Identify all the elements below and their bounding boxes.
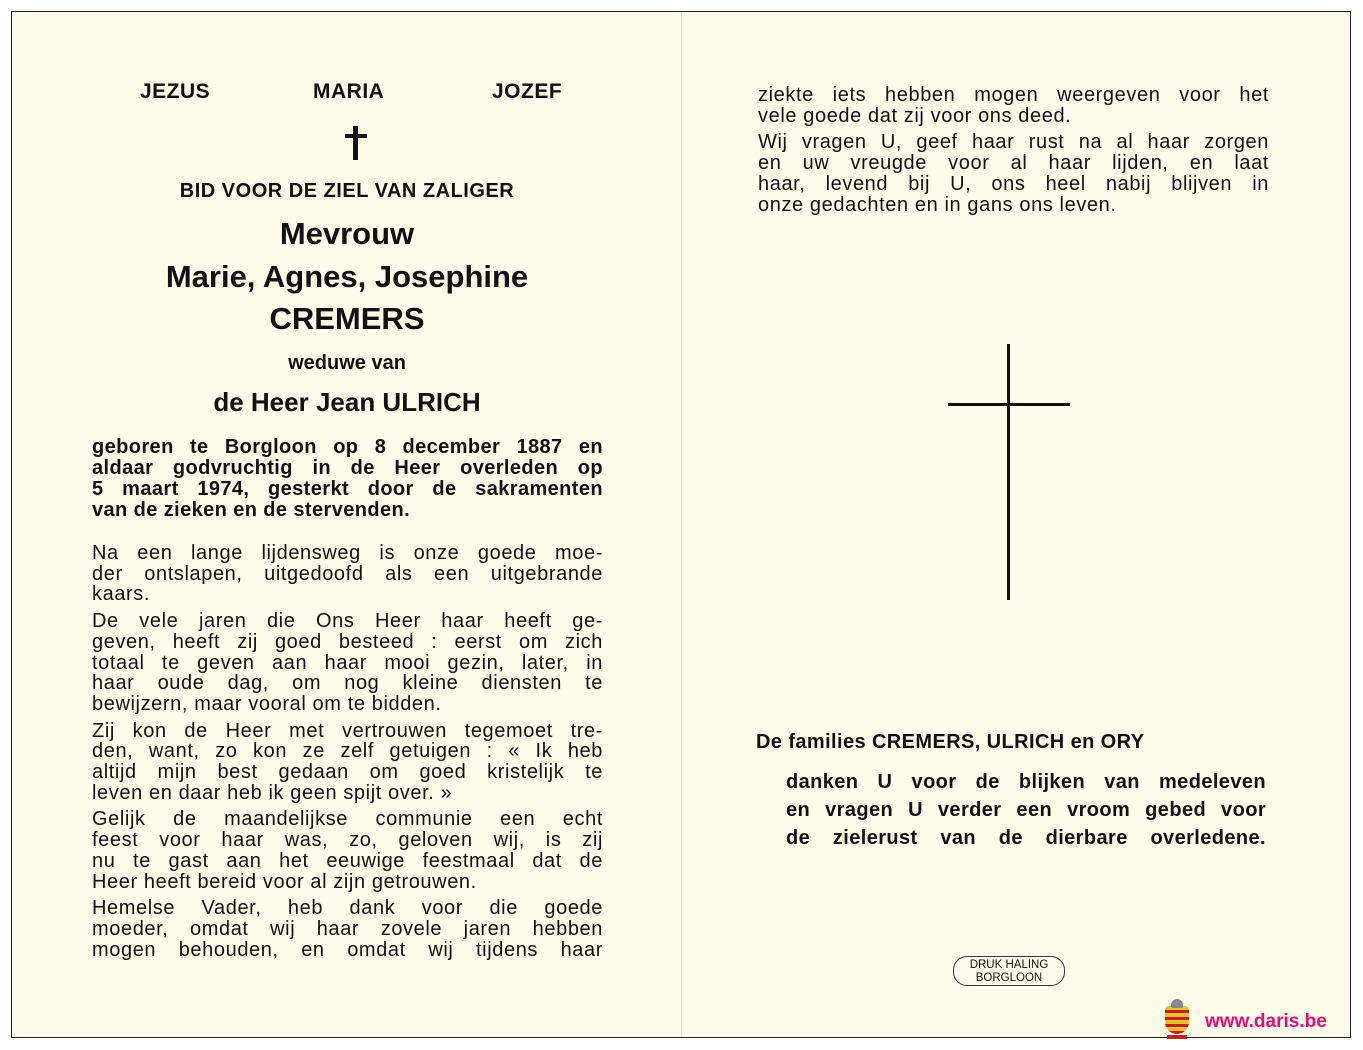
text-line: nu te gast aan het eeuwige feestmaal dat de — [92, 849, 603, 872]
surname: CREMERS — [269, 301, 425, 336]
invocation-jozef: JOZEF — [492, 80, 563, 103]
thanks-line: danken U voor de blijken van medeleven — [786, 771, 1266, 793]
text-line: Wij vragen U, geef haar rust na al haar zorgen — [758, 131, 1269, 154]
text-line: leven en daar heb ik geen spijt over. » — [92, 781, 453, 804]
small-cross-icon — [345, 126, 367, 160]
husband: de Heer Jean ULRICH — [213, 387, 481, 417]
thanks — [786, 768, 1266, 852]
paragraph — [92, 721, 603, 804]
thanks-line: de zielerust van de dierbare overledene. — [786, 827, 1266, 849]
text-line: De vele jaren die Ons Heer haar heeft ge- — [92, 610, 603, 633]
text-line: den, want, zo kon ze zelf getuigen : « Ik heb — [92, 740, 603, 763]
text-line: geven, heeft zij goed besteed : eerst om zich — [92, 630, 603, 653]
paragraph — [758, 132, 1269, 215]
text-line: en uw vreugde voor al haar lijden, en laat — [758, 152, 1269, 175]
text-line: feest voor haar was, zo, geloven wij, is zij — [92, 829, 603, 852]
printer-stamp — [953, 956, 1065, 986]
paragraph — [92, 611, 603, 715]
text-line: Na een lange lijdensweg is onze goede moe- — [92, 542, 603, 564]
text-line: altijd mijn best gedaan om goed kristelijk te — [92, 761, 603, 784]
invocation-jezus: JEZUS — [140, 80, 211, 103]
paragraph — [758, 85, 1269, 126]
text-line: Hemelse Vader, heb dank voor die goede — [92, 897, 603, 920]
text-line: ziekte iets hebben mogen weergeven voor het — [758, 84, 1269, 106]
text-line: onze gedachten en in gans ons leven. — [758, 193, 1117, 216]
families-line: De families CREMERS, ULRICH en ORY — [756, 731, 1145, 753]
text-line: kaars. — [92, 583, 151, 606]
pray-line: BID VOOR DE ZIEL VAN ZALIGER — [179, 180, 515, 202]
bio-line: 5 maart 1974, gesterkt door de sakramenten — [92, 478, 603, 500]
memorial-card — [11, 11, 1351, 1038]
printer-town: BORGLOON — [975, 971, 1043, 984]
right-text — [758, 85, 1269, 221]
fold-line — [681, 12, 682, 1037]
widow-of: weduwe van — [288, 352, 406, 374]
printer-name: DRUK HALING — [969, 959, 1049, 971]
text-line: totaal te geven aan haar mooi gezin, later, in — [92, 651, 603, 674]
invocation-maria: MARIA — [313, 80, 385, 103]
left-text — [92, 543, 603, 966]
bio-line: geboren te Borgloon op 8 december 1887 en — [92, 436, 603, 458]
text-line: moeder, omdat wij haar zovele jaren hebben — [92, 917, 603, 940]
bio-line: van de zieken en de stervenden. — [92, 499, 411, 521]
text-line: mogen behouden, en omdat wij tijdens haar — [92, 938, 603, 961]
paragraph — [92, 543, 603, 605]
coat-of-arms-logo — [1162, 998, 1192, 1042]
thanks-line: en vragen U verder een vroom gebed voor — [786, 799, 1266, 821]
text-line: Zij kon de Heer met vertrouwen tegemoet tre- — [92, 719, 603, 742]
text-line: Heer heeft bereid voor al zijn getrouwen. — [92, 870, 477, 893]
text-line: bewijzern, maar vooral om te bidden. — [92, 692, 442, 715]
text-line: Gelijk de maandelijkse communie een echt — [92, 808, 603, 831]
paragraph — [92, 898, 603, 960]
watermark-url[interactable]: www.daris.be — [1205, 1011, 1327, 1032]
bio — [92, 437, 603, 521]
text-line: haar oude dag, om nog kleine diensten te — [92, 672, 603, 695]
large-cross-icon — [948, 344, 1070, 600]
given-names: Marie, Agnes, Josephine — [165, 259, 529, 294]
text-line: der ontslapen, uitgedoofd als een uitgebrande — [92, 562, 603, 585]
paragraph — [92, 809, 603, 892]
text-line: haar, levend bij U, ons heel nabij blijven in — [758, 172, 1269, 195]
text-line: vele goede dat zij voor ons deed. — [758, 104, 1072, 127]
bio-line: aldaar godvruchtig in de Heer overleden op — [92, 457, 603, 479]
title: Mevrouw — [279, 216, 415, 251]
